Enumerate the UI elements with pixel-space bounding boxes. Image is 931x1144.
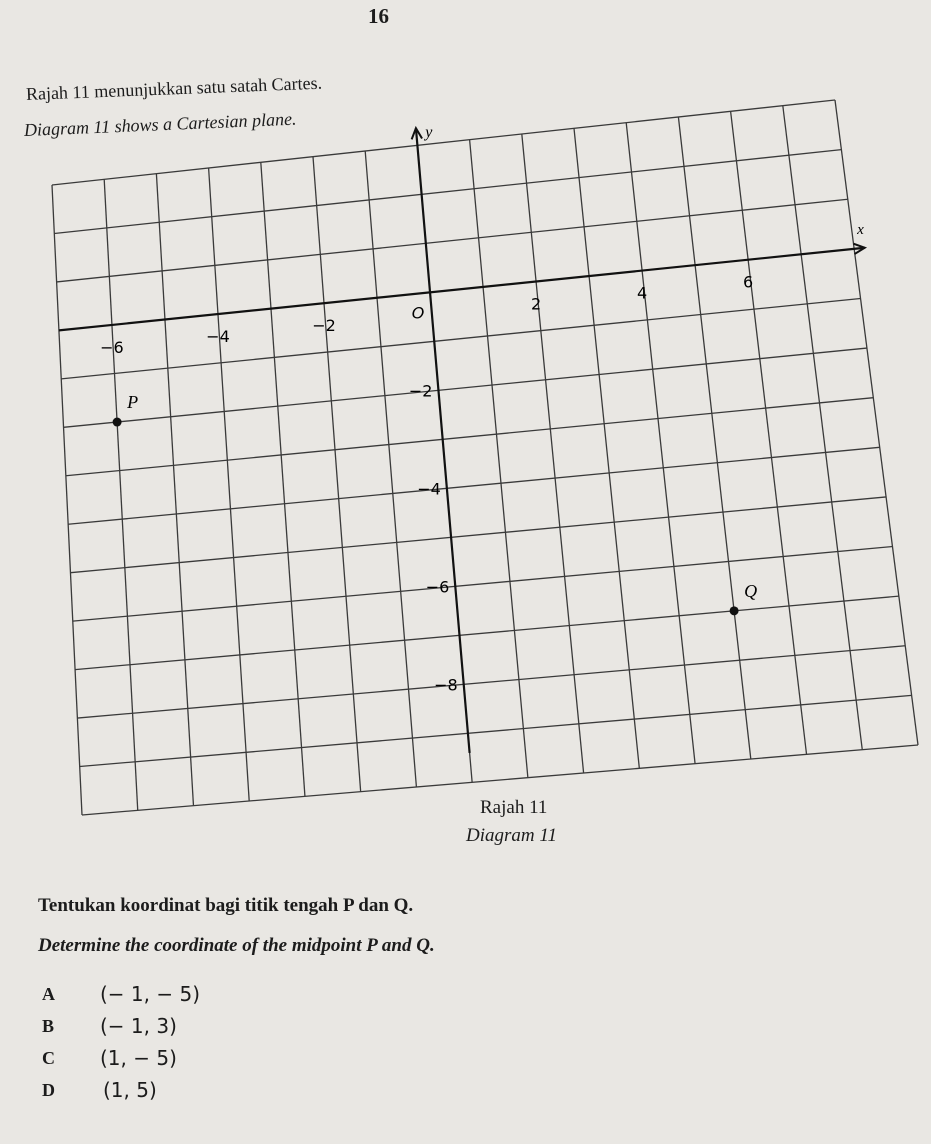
- y-axis-label: y: [425, 123, 433, 141]
- point-p: [113, 418, 122, 427]
- x-tick-label: −4: [206, 327, 230, 347]
- y-tick-label: −4: [417, 479, 441, 499]
- option-letter: B: [42, 1015, 55, 1036]
- option-b[interactable]: [42, 1010, 200, 1042]
- x-tick-label: −6: [100, 337, 124, 357]
- intro-text-malay: Rajah 11 menunjukkan satu satah Cartes.: [25, 72, 323, 104]
- question-text-english: Determine the coordinate of the midpoint P and Q.: [38, 935, 435, 956]
- diagram-caption-malay: Rajah 11: [480, 797, 548, 818]
- x-tick-label: 6: [743, 272, 754, 292]
- point-label-q: Q: [744, 580, 758, 601]
- x-tick-label: 2: [530, 294, 542, 314]
- grid-line-horizontal: [57, 199, 848, 282]
- y-tick-label: −8: [434, 675, 458, 695]
- option-letter: A: [42, 983, 55, 1004]
- grid-line-horizontal: [61, 298, 860, 378]
- grid-line-horizontal: [64, 348, 867, 427]
- option-value: (− 1, 3): [100, 1014, 177, 1038]
- grid-line-horizontal: [75, 596, 899, 669]
- page-number: 16: [368, 4, 389, 28]
- grid-line-horizontal: [52, 100, 835, 185]
- grid-line-horizontal: [77, 646, 905, 718]
- y-tick-label: −6: [425, 577, 450, 597]
- option-letter: D: [42, 1079, 55, 1100]
- point-q: [730, 606, 739, 615]
- y-tick-label: −2: [408, 381, 433, 401]
- grid-line-horizontal: [70, 497, 886, 573]
- grid-lines: [52, 100, 918, 815]
- point-label-p: P: [127, 392, 139, 413]
- x-tick-label: −2: [312, 316, 336, 336]
- option-letter: C: [42, 1047, 55, 1068]
- intro-text-english: Diagram 11 shows a Cartesian plane.: [23, 108, 297, 140]
- question-text-malay: Tentukan koordinat bagi titik tengah P dan Q.: [38, 895, 414, 916]
- grid-line-horizontal: [68, 447, 880, 524]
- diagram-caption-english: Diagram 11: [466, 825, 557, 846]
- option-a[interactable]: [42, 978, 200, 1010]
- option-d[interactable]: [42, 1074, 200, 1106]
- option-value: (1, 5): [103, 1078, 157, 1102]
- option-value: (1, − 5): [100, 1046, 177, 1070]
- option-value: (− 1, − 5): [100, 982, 200, 1006]
- x-tick-label: 4: [636, 283, 648, 303]
- grid-line-horizontal: [54, 150, 841, 234]
- grid-line-horizontal: [73, 547, 893, 622]
- x-axis-label: x: [857, 222, 864, 239]
- origin-label: O: [411, 303, 425, 323]
- grid-line-horizontal: [66, 398, 873, 476]
- option-c[interactable]: [42, 1042, 200, 1074]
- answer-options: [42, 978, 200, 1106]
